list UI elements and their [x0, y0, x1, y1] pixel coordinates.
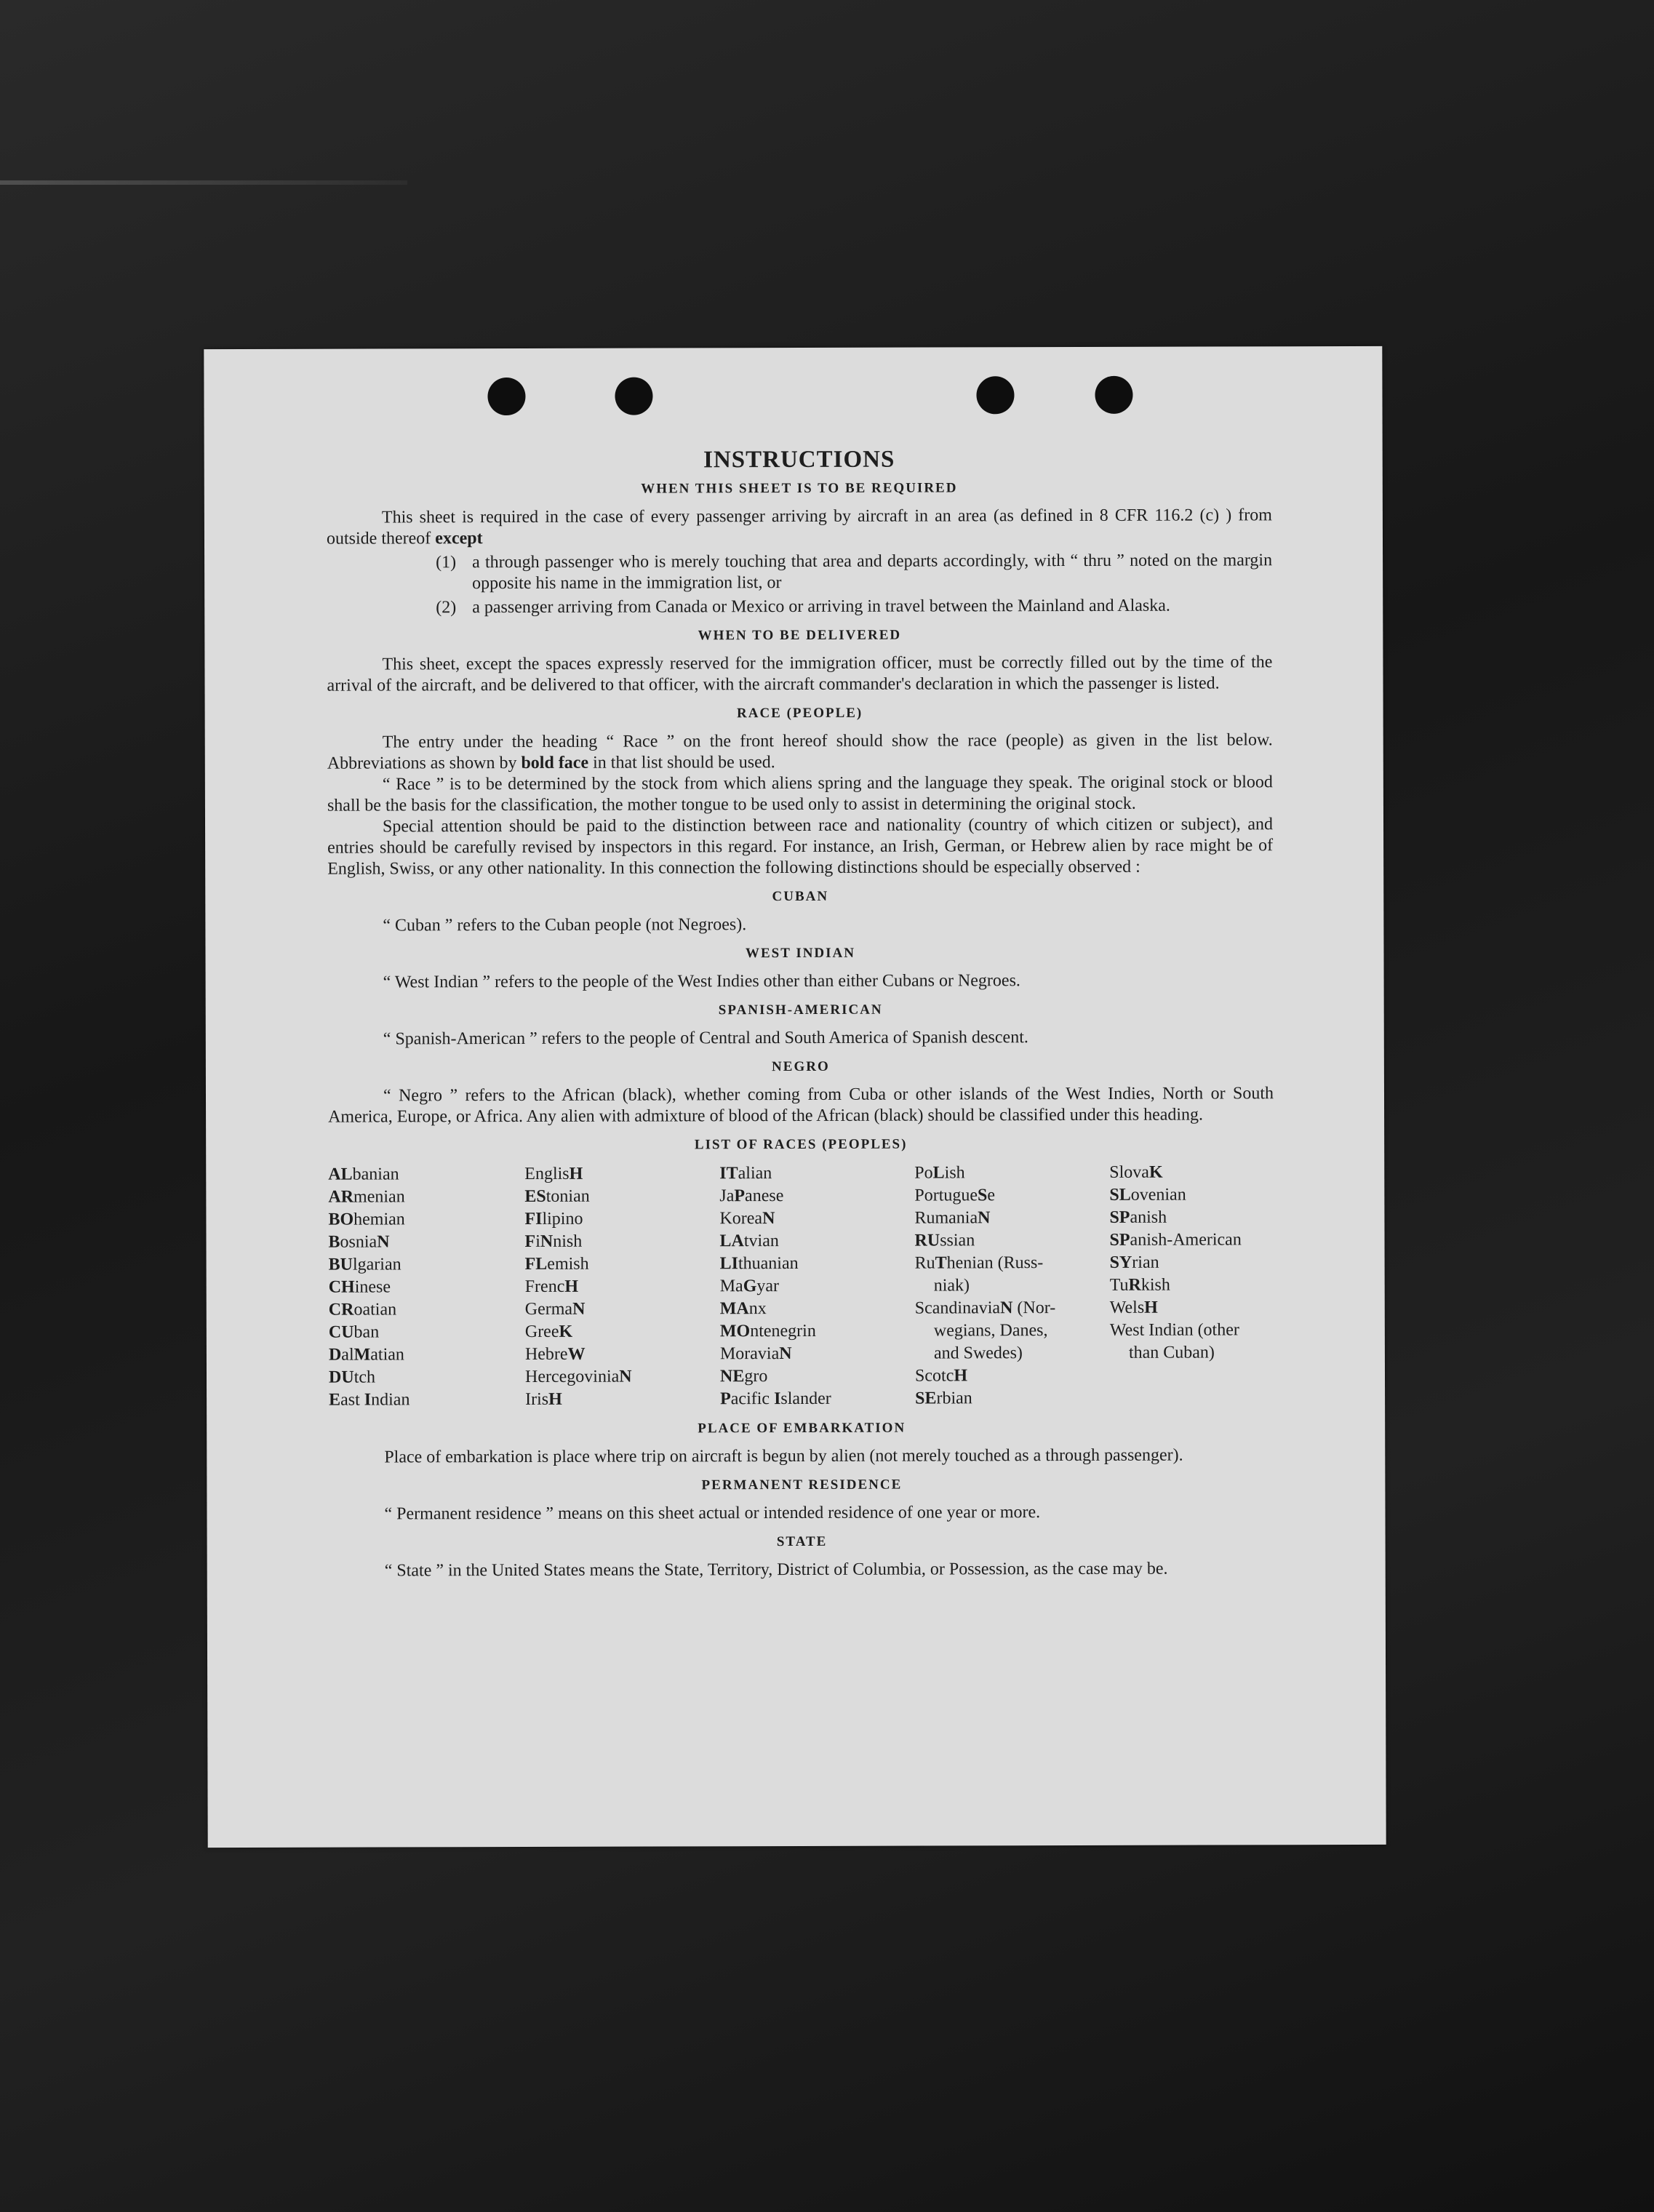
race-entry: MAnx [719, 1299, 767, 1319]
race-entry: RumaniaN [914, 1208, 991, 1228]
races-list [328, 1161, 1274, 1411]
paragraph-when-required: This sheet is required in the case of every passenger arriving by aircraft in an area (as defined in 8 CFR 116.2 (c) ) from outside thereof except [326, 506, 1272, 548]
race-entry: DalMatian [328, 1345, 404, 1365]
race-entry: HebreW [524, 1344, 586, 1364]
race-entry: PoLish [914, 1163, 965, 1183]
race-entry: SlovaK [1109, 1162, 1163, 1182]
paragraph-race-3: Special attention should be paid to the distinction between race and nationality (country of which citizen or subject), and entries should be carefully revised by inspectors in this regard. For instance, an Irish, German, or Hebrew alien by race might be of English, Swiss, or any other nationality. In this connection the following distinctions should be especially observed : [327, 815, 1274, 879]
race-entry: SPanish [1109, 1207, 1167, 1227]
races-column [719, 1162, 915, 1411]
race-entry: DUtch [328, 1367, 376, 1387]
paragraph-when-delivered: This sheet, except the spaces expressly reserved for the immigration officer, must be correctly filled out by the time of the arrival of the aircraft, and be delivered to that officer, with the aircraft commander's declaration in which the passenger is listed. [327, 652, 1273, 695]
race-entry: SYrian [1109, 1253, 1159, 1272]
race-entry: CHinese [328, 1277, 391, 1297]
heading-negro: NEGRO [772, 1058, 830, 1075]
race-entry: SErbian [915, 1389, 972, 1408]
race-entry: FIlipino [524, 1209, 583, 1229]
races-column [1109, 1161, 1274, 1410]
list-item: (1) a through passenger who is merely touching that area and departs accordingly, with “ thru ” noted on the margin opposite his name in the immigration list, or [436, 551, 1273, 594]
punch-hole [615, 378, 652, 415]
race-entry: CUban [328, 1322, 380, 1342]
race-entry: KoreaN [719, 1209, 775, 1229]
heading-cuban: CUBAN [772, 888, 829, 905]
heading-when-required: WHEN THIS SHEET IS TO BE REQUIRED [641, 480, 958, 497]
races-column [914, 1162, 1110, 1410]
instruction-sheet [204, 346, 1386, 1848]
paragraph-race-1: The entry under the heading “ Race ” on the front hereof should show the race (people) as given in the list below. Abbreviations as shown by bold face in that list should be used. [327, 730, 1273, 773]
film-edge-mark [0, 180, 407, 185]
page-title: INSTRUCTIONS [703, 446, 895, 474]
race-entry: FrencH [524, 1277, 579, 1296]
race-entry: EnglisH [524, 1164, 583, 1183]
race-entry: NEgro [719, 1367, 768, 1386]
heading-permanent-residence: PERMANENT RESIDENCE [701, 1477, 903, 1493]
race-entry: MOntenegrin [719, 1321, 816, 1341]
heading-spanish-american: SPANISH-AMERICAN [718, 1002, 883, 1018]
race-entry: MaGyar [719, 1277, 780, 1296]
race-entry: SPanish-American [1109, 1230, 1242, 1250]
races-column [328, 1163, 525, 1412]
race-entry: RUssian [914, 1231, 975, 1250]
race-entry: GermaN [524, 1299, 586, 1319]
heading-list-of-races: LIST OF RACES (PEOPLES) [694, 1136, 908, 1153]
paragraph-race-2: “ Race ” is to be determined by the stock from which aliens spring and the language they speak. The original stock or blood shall be the basis for the classification, the mother tongue to be used only to assist in determining the original stock. [327, 772, 1273, 815]
race-entry: FLemish [524, 1254, 589, 1274]
race-entry: IrisH [525, 1389, 562, 1409]
race-entry: LIthuanian [719, 1253, 799, 1274]
race-entry: SLovenian [1109, 1185, 1186, 1205]
race-entry: BUlgarian [328, 1255, 401, 1274]
race-entry: TuRkish [1109, 1275, 1170, 1295]
race-entry: ALbanian [328, 1165, 399, 1184]
race-entry: than Cuban) [1128, 1343, 1215, 1362]
race-entry: wegians, Danes, [933, 1321, 1048, 1341]
heading-state: STATE [776, 1533, 828, 1550]
punch-hole [487, 378, 525, 415]
paragraph-state: “ State ” in the United States means the State, Territory, District of Columbia, or Possession, as the case may be. [384, 1559, 1168, 1581]
heading-place-of-embarkation: PLACE OF EMBARKATION [698, 1420, 906, 1437]
race-entry: MoraviaN [719, 1344, 792, 1364]
sheet-content [327, 448, 1275, 1581]
races-column [524, 1162, 720, 1411]
paragraph-place-of-embarkation: Place of embarkation is place where trip on aircraft is begun by alien (not merely touched as a through passenger). [384, 1445, 1183, 1467]
race-entry: LAtvian [719, 1231, 779, 1251]
paragraph-spanish-american: “ Spanish-American ” refers to the people of Central and South America of Spanish descent. [383, 1028, 1028, 1049]
paragraph-negro: “ Negro ” refers to the African (black), whether coming from Cuba or other islands of the West Indies, North or South America, Europe, or Africa. Any alien with admixture of blood of the African (black) should be classified under this heading. [328, 1084, 1274, 1127]
race-entry: JaPanese [719, 1186, 784, 1206]
paragraph-west-indian: “ West Indian ” refers to the people of the West Indies other than either Cubans or Negroes. [383, 971, 1020, 992]
race-entry: EStonian [524, 1186, 590, 1206]
heading-race: RACE (PEOPLE) [736, 705, 863, 722]
punch-hole [1095, 376, 1132, 414]
paragraph-cuban: “ Cuban ” refers to the Cuban people (not Negroes). [383, 915, 747, 935]
race-entry: ScotcH [914, 1366, 968, 1386]
race-entry: ARmenian [328, 1187, 405, 1207]
heading-when-delivered: WHEN TO BE DELIVERED [698, 627, 902, 644]
race-entry: RuThenian (Russ- [914, 1253, 1044, 1273]
race-entry: BosniaN [328, 1232, 390, 1252]
race-entry: ITalian [719, 1164, 772, 1183]
race-entry: GreeK [524, 1322, 573, 1341]
race-entry: HercegoviniaN [524, 1367, 632, 1386]
race-entry: Pacific Islander [720, 1389, 831, 1409]
list-item: (2) a passenger arriving from Canada or Mexico or arriving in travel between the Mainland and Alaska. [436, 596, 1170, 618]
race-entry: and Swedes) [933, 1343, 1023, 1363]
race-entry: WelsH [1109, 1298, 1158, 1317]
race-entry: CRoatian [328, 1300, 397, 1319]
race-entry: West Indian (other [1109, 1320, 1239, 1340]
race-entry: PortugueSe [914, 1186, 996, 1205]
race-entry: ScandinaviaN (Nor- [914, 1298, 1056, 1318]
race-entry: East Indian [329, 1390, 410, 1410]
race-entry: BOhemian [328, 1210, 405, 1229]
heading-west-indian: WEST INDIAN [745, 945, 856, 962]
race-entry: FiNnish [524, 1231, 583, 1251]
race-entry: niak) [933, 1276, 970, 1295]
paragraph-permanent-residence: “ Permanent residence ” means on this sheet actual or intended residence of one year or more. [384, 1503, 1041, 1524]
punch-hole [976, 376, 1014, 414]
